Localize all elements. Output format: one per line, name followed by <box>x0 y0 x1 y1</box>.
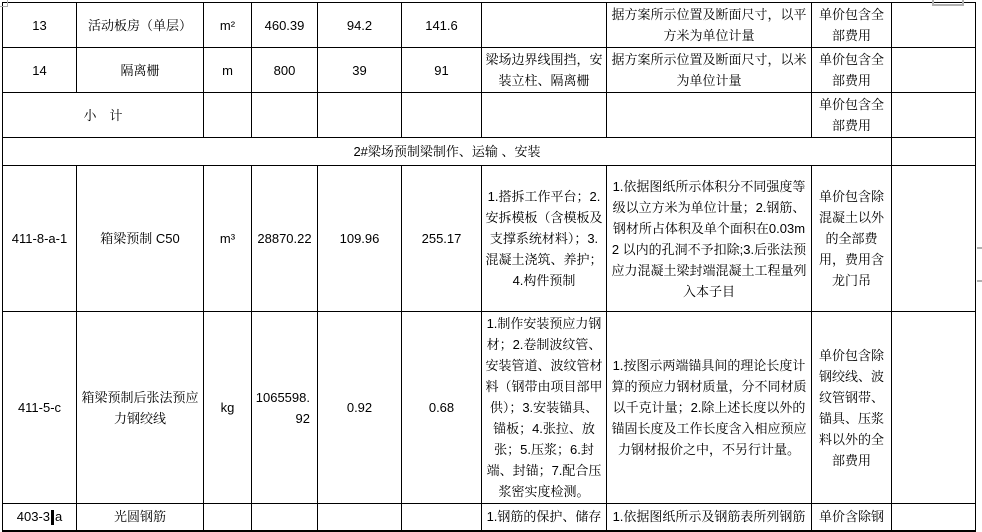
table-row <box>3 166 976 312</box>
cell-price[interactable]: 单价包含全部费用 <box>812 3 892 48</box>
cell-name[interactable]: 光圆钢筋 <box>77 504 204 531</box>
cell-num1[interactable]: 94.2 <box>318 3 402 48</box>
cell-rule[interactable]: 据方案所示位置及断面尺寸，以平方米为单位计量 <box>607 3 812 48</box>
code-text-left: 403-3 <box>16 509 50 525</box>
boq-table <box>2 2 976 532</box>
cell-price[interactable]: 单价含除钢 <box>812 504 892 531</box>
cell-price[interactable]: 单价包含全部费用 <box>812 93 892 138</box>
cell-num2[interactable]: 141.6 <box>402 3 482 48</box>
cell-code[interactable]: 411-5-c <box>3 312 77 504</box>
cell-name[interactable]: 活动板房（单层） <box>77 3 204 48</box>
cell-unit[interactable] <box>204 93 252 138</box>
qty-line-1: 1065598. <box>255 389 310 405</box>
cell-rule[interactable]: 1.依据图纸所示体积分不同强度等级以立方米为单位计量；2.钢筋、钢材所占体积及单个面积在0.03m2 以内的孔洞不予扣除;3.后张法预应力混凝土梁封端混凝土工程量列入本子目 <box>607 166 812 312</box>
cell-qty[interactable]: 460.39 <box>252 3 318 48</box>
cell-unit[interactable]: m³ <box>204 166 252 312</box>
cell-work[interactable]: 1.制作安装预应力钢材；2.卷制波纹管、安装管道、波纹管材料（钢带由项目部甲供）；3.安装锚具、锚板；4.张拉、放张；5.压浆；6.封端、封锚；7.配合压浆密实度检测。 <box>482 312 607 504</box>
edge-handle-tick <box>977 247 982 249</box>
cell-num2[interactable] <box>402 93 482 138</box>
cell-code[interactable]: 13 <box>3 3 77 48</box>
cell-unit[interactable] <box>204 504 252 531</box>
code-text-right: a <box>55 509 63 525</box>
cell-empty[interactable] <box>892 166 976 312</box>
cell-code[interactable]: 14 <box>3 48 77 93</box>
cell-work[interactable]: 梁场边界线围挡，安装立柱、隔离栅 <box>482 48 607 93</box>
cell-empty[interactable] <box>892 312 976 504</box>
cell-rule[interactable] <box>607 93 812 138</box>
cell-num2[interactable]: 255.17 <box>402 166 482 312</box>
cell-num1[interactable]: 0.92 <box>318 312 402 504</box>
cell-work[interactable] <box>482 93 607 138</box>
cell-num1[interactable] <box>318 504 402 531</box>
cell-unit[interactable]: m² <box>204 3 252 48</box>
cell-rule[interactable]: 1.依据图纸所示及钢筋表所列钢筋 <box>607 504 812 531</box>
cell-section-title[interactable]: 2#梁场预制梁制作、运输 、安装 <box>3 138 892 166</box>
cropped-ui-fragment-top-right <box>932 0 964 6</box>
cell-rule[interactable]: 1.按图示两端锚具间的理论长度计算的预应力钢材质量，分不同材质以千克计量；2.除上述长度以外的锚固长度及工作长度含入相应预应力钢材报价之中，不另行计量。 <box>607 312 812 504</box>
cell-num1[interactable] <box>318 93 402 138</box>
table-row <box>3 3 976 48</box>
cell-num2[interactable] <box>402 504 482 531</box>
cell-qty[interactable] <box>252 93 318 138</box>
subtotal-row <box>3 93 976 138</box>
cell-num1[interactable]: 109.96 <box>318 166 402 312</box>
cell-empty[interactable] <box>892 138 976 166</box>
table-row <box>3 312 976 504</box>
cell-unit[interactable]: kg <box>204 312 252 504</box>
cell-empty[interactable] <box>892 93 976 138</box>
qty-line-2: 92 <box>295 410 310 426</box>
cell-unit[interactable]: m <box>204 48 252 93</box>
table-row <box>3 48 976 93</box>
cell-qty[interactable] <box>252 312 318 504</box>
cell-work[interactable] <box>482 3 607 48</box>
cell-empty[interactable] <box>892 48 976 93</box>
text-cursor <box>51 510 54 525</box>
cell-code[interactable]: 411-8-a-1 <box>3 166 77 312</box>
cell-work[interactable]: 1.钢筋的保护、储存 <box>482 504 607 531</box>
cell-name[interactable]: 隔离栅 <box>77 48 204 93</box>
cell-qty[interactable] <box>252 504 318 531</box>
cell-qty[interactable]: 800 <box>252 48 318 93</box>
cell-price[interactable]: 单价包含全部费用 <box>812 48 892 93</box>
cell-rule[interactable]: 据方案所示位置及断面尺寸，以米为单位计量 <box>607 48 812 93</box>
cell-work[interactable]: 1.搭拆工作平台；2.安拆模板（含模板及支撑系统材料）；3.混凝土浇筑、养护；4.构件预制 <box>482 166 607 312</box>
table-row <box>3 504 976 531</box>
cropped-ui-fragment-top-left <box>0 0 8 7</box>
cell-qty[interactable]: 28870.22 <box>252 166 318 312</box>
cell-price[interactable]: 单价包含除钢绞线、波纹管钢带、锚具、压浆料以外的全部费用 <box>812 312 892 504</box>
cell-num2[interactable]: 91 <box>402 48 482 93</box>
cell-subtotal-label[interactable]: 小 计 <box>3 93 204 138</box>
cell-name[interactable]: 箱梁预制后张法预应力钢绞线 <box>77 312 204 504</box>
cell-empty[interactable] <box>892 3 976 48</box>
cell-price[interactable]: 单价包含除混凝土以外的全部费用，费用含龙门吊 <box>812 166 892 312</box>
edge-handle-tick <box>977 280 982 282</box>
cell-name[interactable]: 箱梁预制 C50 <box>77 166 204 312</box>
cell-code-editing[interactable] <box>3 504 77 531</box>
section-header-row <box>3 138 976 166</box>
cell-num1[interactable]: 39 <box>318 48 402 93</box>
cell-num2[interactable]: 0.68 <box>402 312 482 504</box>
cell-empty[interactable] <box>892 504 976 531</box>
